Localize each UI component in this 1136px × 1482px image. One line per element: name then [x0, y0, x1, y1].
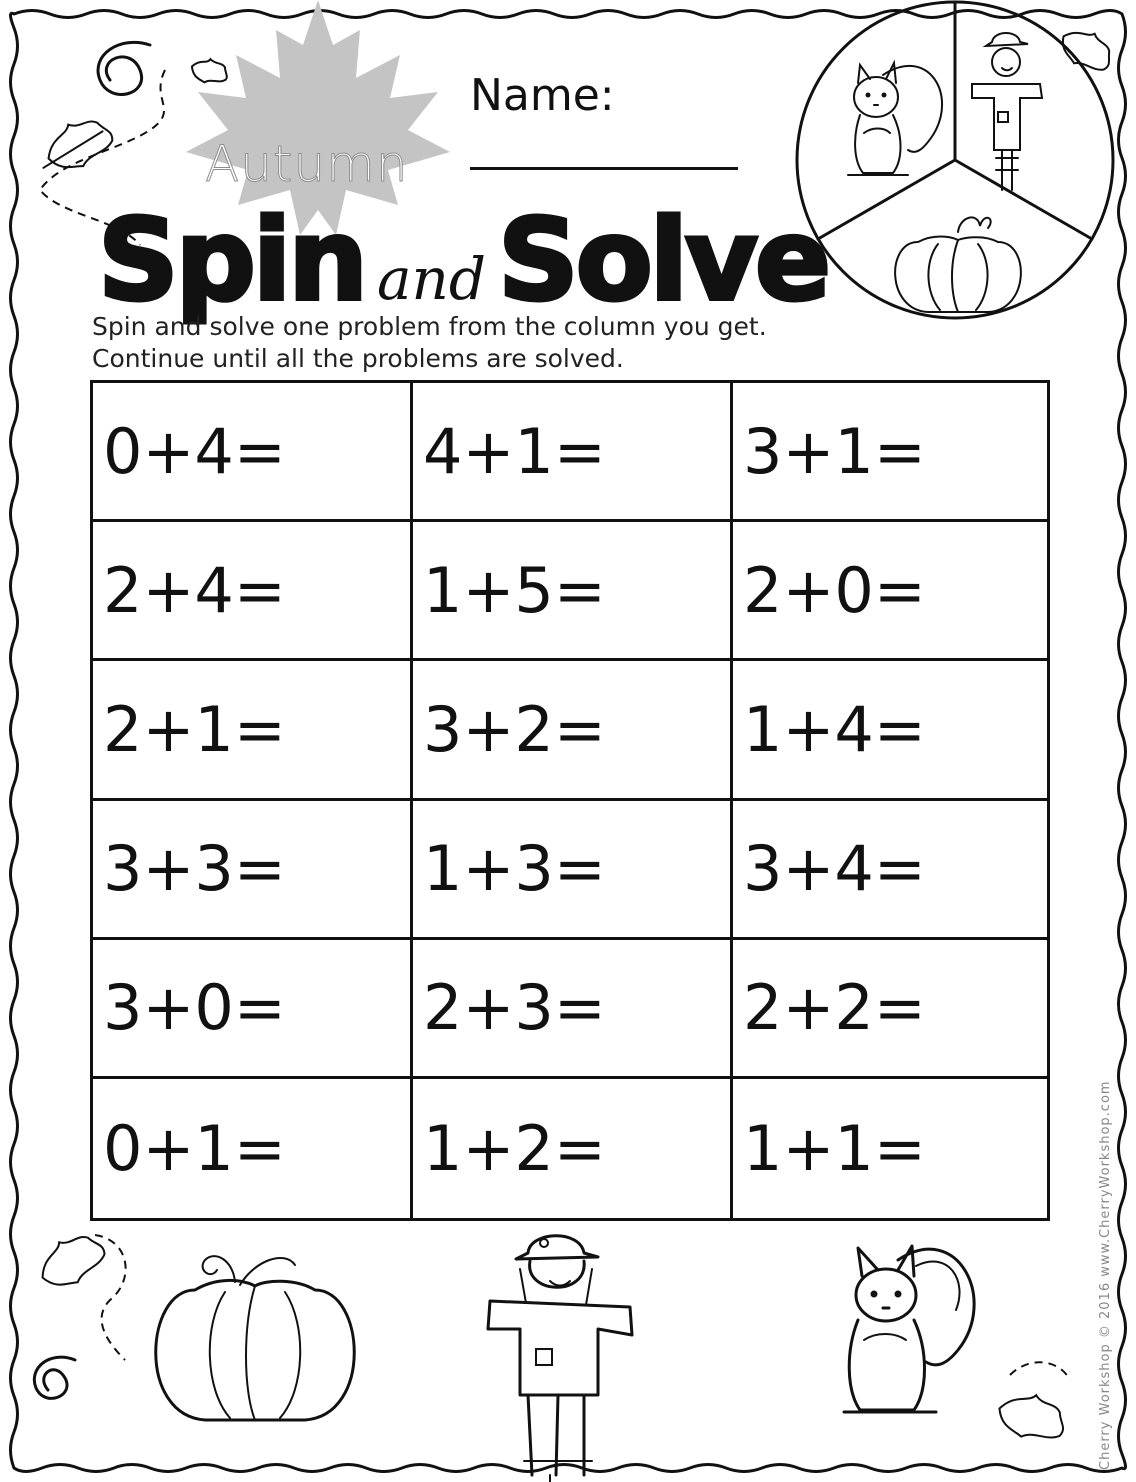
- problem-cell[interactable]: 2+0=: [733, 522, 1047, 661]
- scarecrow-icon: [972, 33, 1042, 190]
- oak-leaf-icon: [32, 112, 118, 179]
- problem-table: [90, 380, 1050, 1221]
- instruction-line-2: Continue until all the problems are solved.: [92, 344, 624, 373]
- title-spin: Spin: [98, 196, 365, 326]
- problem-cell[interactable]: 1+2=: [413, 1079, 733, 1218]
- problem-cell[interactable]: 3+3=: [93, 801, 413, 940]
- problem-cell[interactable]: 3+4=: [733, 801, 1047, 940]
- problem-cell[interactable]: 4+1=: [413, 383, 733, 522]
- page-title: [98, 196, 828, 326]
- problem-cell[interactable]: 1+5=: [413, 522, 733, 661]
- swirl-icon: [34, 1357, 75, 1398]
- swirl-icon: [98, 42, 150, 94]
- problem-cell[interactable]: 2+3=: [413, 940, 733, 1079]
- problem-cell[interactable]: 1+1=: [743, 1111, 926, 1185]
- pumpkin-icon: [895, 217, 1021, 312]
- autumn-label: Autumn: [205, 135, 409, 193]
- copyright-notice: [1094, 1080, 1124, 1470]
- problem-cell[interactable]: 3+0=: [93, 940, 413, 1079]
- copyright-text: Cherry Workshop © 2016 www.CherryWorkshop.com: [1098, 1080, 1113, 1470]
- spinner[interactable]: [797, 2, 1113, 318]
- scarecrow-icon: [488, 1236, 632, 1482]
- instruction-line-1: Spin and solve one problem from the column you get.: [92, 312, 767, 341]
- instructions: [92, 311, 767, 375]
- oak-leaf-icon: [993, 1385, 1071, 1449]
- problem-cell[interactable]: 0+1=: [93, 1079, 413, 1218]
- problem-cell[interactable]: 3+2=: [413, 661, 733, 800]
- name-label: Name:: [470, 70, 615, 121]
- title-and: and: [376, 245, 487, 313]
- squirrel-icon: [848, 63, 942, 175]
- problem-cell[interactable]: 0+4=: [93, 383, 413, 522]
- problem-cell[interactable]: 2+2=: [733, 940, 1047, 1079]
- problem-cell[interactable]: 2+1=: [93, 661, 413, 800]
- problem-cell[interactable]: 1+4=: [733, 661, 1047, 800]
- squirrel-icon: [844, 1246, 974, 1412]
- name-field-line[interactable]: [470, 167, 738, 170]
- problem-cell[interactable]: 1+3=: [413, 801, 733, 940]
- title-solve: Solve: [498, 196, 828, 326]
- problem-cell[interactable]: 3+1=: [733, 383, 1047, 522]
- problem-cell[interactable]: 2+4=: [93, 522, 413, 661]
- pumpkin-icon: [156, 1256, 355, 1420]
